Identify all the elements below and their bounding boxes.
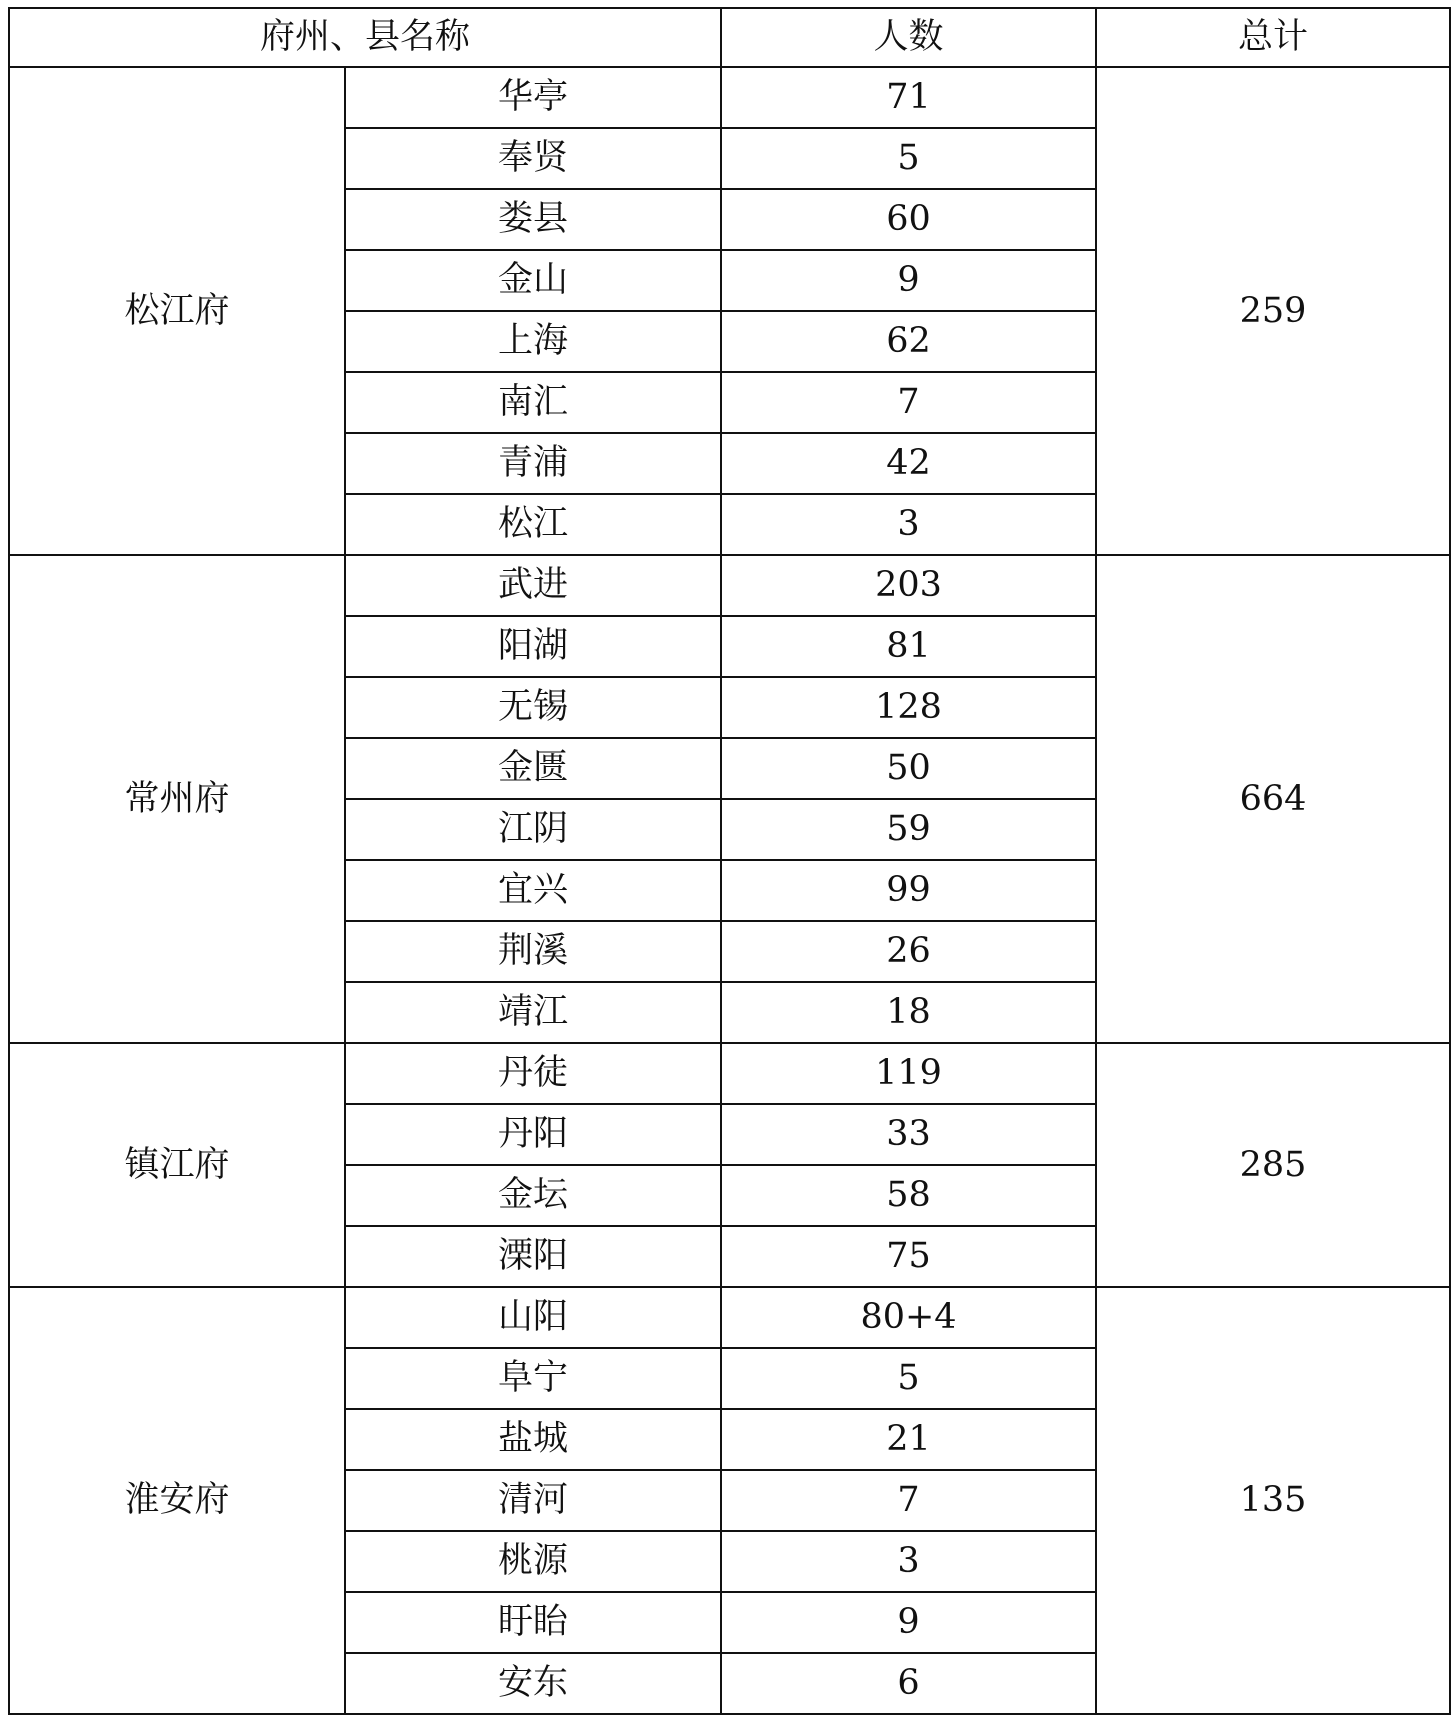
prefecture-total-cell: 285 bbox=[1096, 1043, 1450, 1287]
county-count-cell: 21 bbox=[721, 1409, 1096, 1470]
county-name-cell: 阜宁 bbox=[345, 1348, 721, 1409]
county-count-cell: 50 bbox=[721, 738, 1096, 799]
table-row bbox=[9, 1287, 1450, 1348]
table-row bbox=[9, 555, 1450, 616]
county-count-cell: 203 bbox=[721, 555, 1096, 616]
county-name-cell: 靖江 bbox=[345, 982, 721, 1043]
county-name-cell: 娄县 bbox=[345, 189, 721, 250]
county-name-cell: 华亭 bbox=[345, 67, 721, 128]
county-count-cell: 60 bbox=[721, 189, 1096, 250]
county-count-cell: 3 bbox=[721, 494, 1096, 555]
prefecture-cell: 松江府 bbox=[9, 67, 345, 555]
county-count-cell: 6 bbox=[721, 1653, 1096, 1714]
county-name-cell: 松江 bbox=[345, 494, 721, 555]
county-name-cell: 溧阳 bbox=[345, 1226, 721, 1287]
county-count-cell: 3 bbox=[721, 1531, 1096, 1592]
county-name-cell: 南汇 bbox=[345, 372, 721, 433]
county-count-cell: 58 bbox=[721, 1165, 1096, 1226]
county-count-cell: 42 bbox=[721, 433, 1096, 494]
county-count-cell: 75 bbox=[721, 1226, 1096, 1287]
county-count-cell: 7 bbox=[721, 372, 1096, 433]
county-count-cell: 7 bbox=[721, 1470, 1096, 1531]
county-name-cell: 荆溪 bbox=[345, 921, 721, 982]
county-name-cell: 上海 bbox=[345, 311, 721, 372]
county-count-cell: 128 bbox=[721, 677, 1096, 738]
header-count: 人数 bbox=[721, 8, 1096, 67]
table-row bbox=[9, 1043, 1450, 1104]
county-count-cell: 119 bbox=[721, 1043, 1096, 1104]
county-name-cell: 奉贤 bbox=[345, 128, 721, 189]
county-count-cell: 5 bbox=[721, 128, 1096, 189]
prefecture-total-cell: 259 bbox=[1096, 67, 1450, 555]
county-name-cell: 丹阳 bbox=[345, 1104, 721, 1165]
county-name-cell: 青浦 bbox=[345, 433, 721, 494]
table-row bbox=[9, 67, 1450, 128]
prefecture-total-cell: 664 bbox=[1096, 555, 1450, 1043]
county-count-cell: 71 bbox=[721, 67, 1096, 128]
county-name-cell: 无锡 bbox=[345, 677, 721, 738]
county-name-cell: 阳湖 bbox=[345, 616, 721, 677]
county-name-cell: 丹徒 bbox=[345, 1043, 721, 1104]
county-name-cell: 清河 bbox=[345, 1470, 721, 1531]
county-count-cell: 9 bbox=[721, 250, 1096, 311]
header-total: 总计 bbox=[1096, 8, 1450, 67]
header-row bbox=[9, 8, 1450, 67]
county-name-cell: 山阳 bbox=[345, 1287, 721, 1348]
county-count-cell: 26 bbox=[721, 921, 1096, 982]
county-name-cell: 盐城 bbox=[345, 1409, 721, 1470]
county-name-cell: 金匮 bbox=[345, 738, 721, 799]
county-count-cell: 81 bbox=[721, 616, 1096, 677]
county-count-cell: 9 bbox=[721, 1592, 1096, 1653]
county-name-cell: 金坛 bbox=[345, 1165, 721, 1226]
county-count-cell: 99 bbox=[721, 860, 1096, 921]
prefecture-total-cell: 135 bbox=[1096, 1287, 1450, 1714]
county-count-cell: 5 bbox=[721, 1348, 1096, 1409]
county-name-cell: 江阴 bbox=[345, 799, 721, 860]
county-count-cell: 62 bbox=[721, 311, 1096, 372]
county-name-cell: 盱眙 bbox=[345, 1592, 721, 1653]
table-body bbox=[9, 67, 1450, 1714]
county-name-cell: 武进 bbox=[345, 555, 721, 616]
county-count-cell: 80+4 bbox=[721, 1287, 1096, 1348]
header-name: 府州、县名称 bbox=[9, 8, 721, 67]
prefecture-cell: 镇江府 bbox=[9, 1043, 345, 1287]
prefecture-cell: 淮安府 bbox=[9, 1287, 345, 1714]
county-count-cell: 18 bbox=[721, 982, 1096, 1043]
county-name-cell: 安东 bbox=[345, 1653, 721, 1714]
county-name-cell: 桃源 bbox=[345, 1531, 721, 1592]
county-count-cell: 59 bbox=[721, 799, 1096, 860]
prefecture-cell: 常州府 bbox=[9, 555, 345, 1043]
prefecture-county-table bbox=[8, 7, 1451, 1715]
county-count-cell: 33 bbox=[721, 1104, 1096, 1165]
county-name-cell: 金山 bbox=[345, 250, 721, 311]
county-name-cell: 宜兴 bbox=[345, 860, 721, 921]
